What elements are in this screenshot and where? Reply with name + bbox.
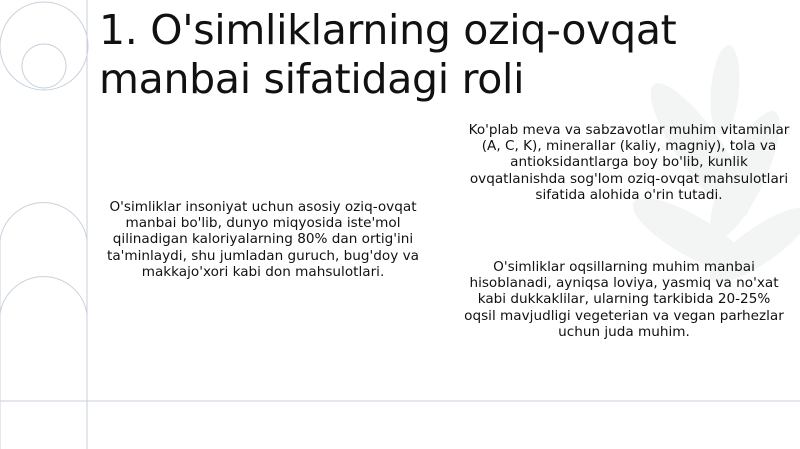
deco-arch-lower bbox=[0, 277, 87, 314]
deco-circle-large bbox=[0, 2, 88, 90]
paragraph-food-source: O'simliklar insoniyat uchun asosiy oziq-ovqat manbai bo'lib, dunyo miqyosida iste'mol qilinadigan kaloriyalarning 80% dan ortig'ini ta'minlaydi, shu jumladan guruch, bug'doy va makkajo'xori kabi don mahsulotlari. bbox=[107, 199, 419, 280]
paragraph-protein: O'simliklar oqsillarning muhim manbai hisoblanadi, ayniqsa loviya, yasmiq va no'xat kabi dukkaklilar, ularning tarkibida 20-25% oqsil mavjudligi vegeterian va vegan parhezlar uchun juda muhim. bbox=[464, 259, 784, 340]
deco-arch-upper bbox=[0, 203, 87, 240]
deco-circle-small bbox=[22, 44, 66, 88]
paragraph-vitamins: Ko'plab meva va sabzavotlar muhim vitaminlar (A, C, K), minerallar (kaliy, magniy), tola va antioksidantlarga boy bo'lib, kunlik ovqatlanishda sog'lom oziq-ovqat mahsulotlari sifatida alohida o'rin tutadi. bbox=[468, 122, 790, 203]
slide-title: 1. O'simliklarning oziq-ovqat manbai sifatidagi roli bbox=[99, 6, 677, 103]
